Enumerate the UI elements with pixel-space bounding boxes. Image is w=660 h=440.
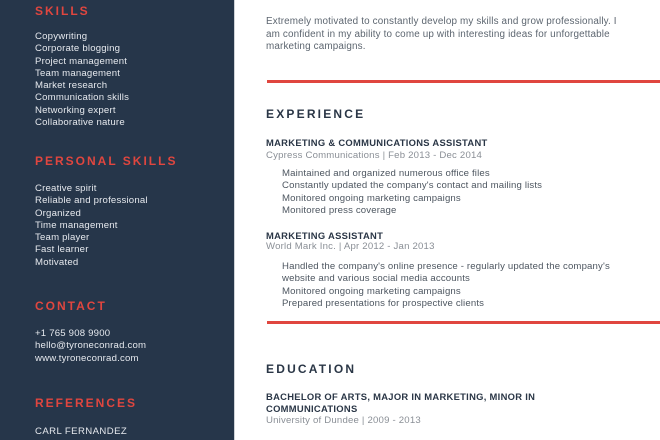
- list-item: Maintained and organized numerous office files: [282, 168, 490, 179]
- profile-text: Extremely motivated to constantly develop my skills and grow professionally. I am confident in my ability to come up with interesting ideas for unforgettable marketing campaigns.: [266, 16, 617, 53]
- personal-skills-list: [35, 183, 177, 269]
- contact-website[interactable]: www.tyroneconrad.com: [35, 352, 139, 364]
- job-meta: Cypress Communications | Feb 2013 - Dec 2014: [266, 150, 483, 161]
- list-item: Fast learner: [35, 244, 89, 256]
- list-item: Prepared presentations for prospective clients: [282, 297, 485, 309]
- experience-heading: EXPERIENCE: [266, 107, 366, 121]
- degree-title: BACHELOR OF ARTS, MAJOR IN MARKETING, MINOR IN COMMUNICATIONS: [266, 391, 536, 414]
- list-item: Monitored ongoing marketing campaigns: [282, 192, 461, 204]
- personal-skills-heading: PERSONAL SKILLS: [35, 154, 178, 168]
- list-item: Reliable and professional: [35, 195, 148, 207]
- list-item: Monitored press coverage: [282, 204, 397, 216]
- education-heading: EDUCATION: [266, 362, 357, 376]
- list-item: Organized: [35, 207, 82, 219]
- job-duties: [282, 261, 612, 310]
- list-item: Creative spirit: [35, 183, 97, 194]
- section-divider: [267, 321, 660, 324]
- list-item: Project management: [35, 55, 128, 67]
- list-item: Communication skills: [35, 92, 130, 104]
- list-item: Copywriting: [35, 31, 88, 42]
- job-title: MARKETING ASSISTANT: [266, 230, 384, 241]
- list-item: Team player: [35, 232, 90, 244]
- education-meta: University of Dundee | 2009 - 2013: [266, 415, 421, 426]
- list-item: Monitored ongoing marketing campaigns: [282, 285, 461, 297]
- list-item: Team management: [35, 67, 121, 79]
- list-item: Handled the company's online presence - regularly updated the company's website and various social media accounts: [282, 261, 610, 285]
- list-item: Time management: [35, 219, 118, 231]
- skills-heading: SKILLS: [35, 4, 90, 18]
- column-divider: [234, 0, 235, 440]
- contact-email[interactable]: hello@tyroneconrad.com: [35, 340, 147, 352]
- skills-section: [35, 4, 129, 129]
- section-divider: [267, 80, 660, 83]
- list-item: Market research: [35, 80, 108, 92]
- personal-skills-section: [35, 154, 177, 269]
- list-item: Constantly updated the company's contact and mailing lists: [282, 180, 543, 192]
- contact-list: [35, 328, 146, 365]
- skills-list: [35, 31, 129, 129]
- list-item: Corporate blogging: [35, 43, 121, 55]
- list-item: Motivated: [35, 256, 79, 268]
- job-title: MARKETING & COMMUNICATIONS ASSISTANT: [266, 137, 488, 148]
- contact-heading: CONTACT: [35, 299, 107, 313]
- list-item: Collaborative nature: [35, 117, 125, 129]
- job-duties: [282, 168, 542, 217]
- references-heading: REFERENCES: [35, 396, 138, 410]
- contact-section: [35, 299, 146, 365]
- job-meta: World Mark Inc. | Apr 2012 - Jan 2013: [266, 241, 435, 252]
- main-content: [266, 0, 660, 440]
- reference-name: CARL FERNANDEZ: [35, 426, 128, 437]
- references-section: [35, 396, 137, 437]
- list-item: Networking expert: [35, 104, 116, 116]
- contact-phone[interactable]: +1 765 908 9900: [35, 328, 111, 339]
